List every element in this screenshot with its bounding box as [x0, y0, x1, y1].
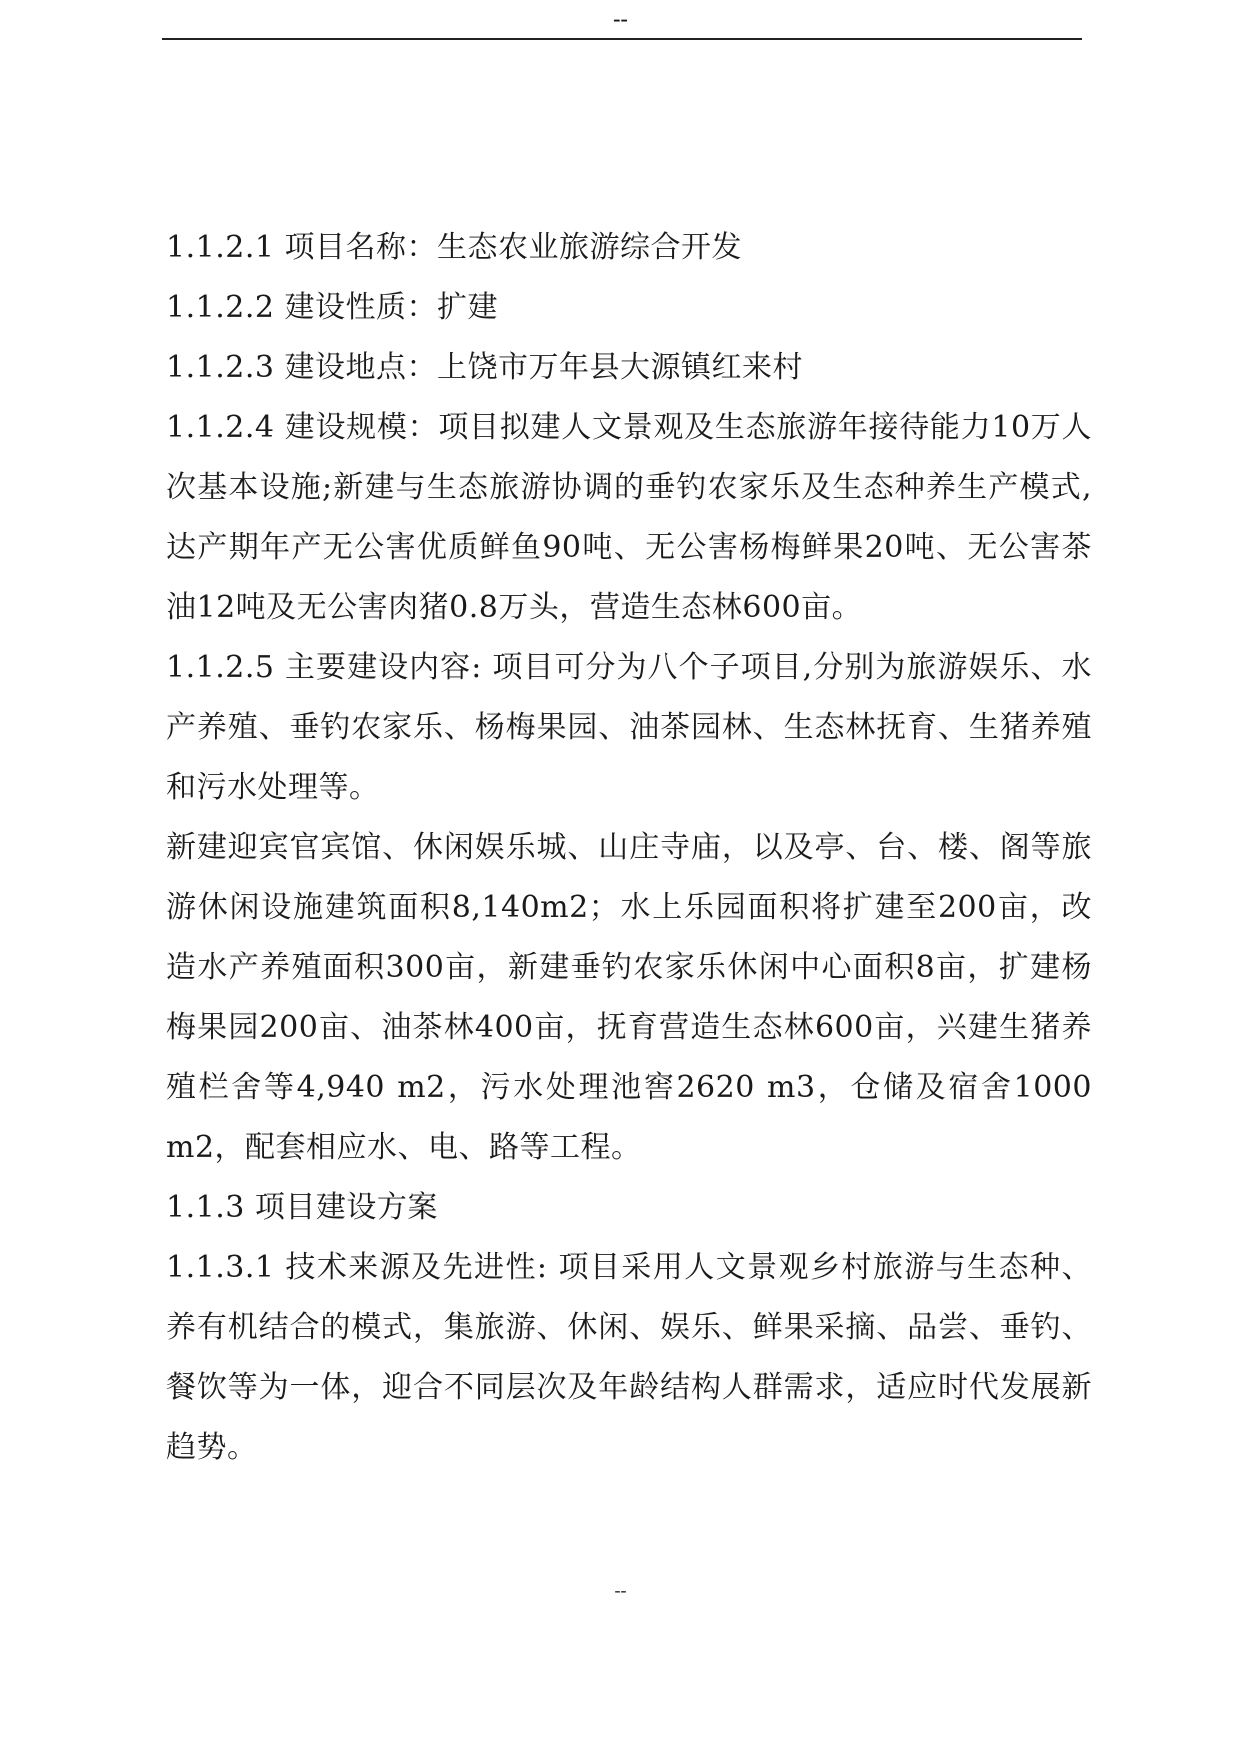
paragraph-technology-source: 1.1.3.1 技术来源及先进性: 项目采用人文景观乡村旅游与生态种、养有机结合的模式，集旅游、休闲、娱乐、鲜果采摘、品尝、垂钓、餐饮等为一体，迎合不同层次及年龄结构人群需求，适应时代发展新趋势。: [166, 1250, 1092, 1465]
section-heading-construction-plan: 1.1.3 项目建设方案: [166, 1190, 438, 1225]
document-body: [166, 218, 1092, 1478]
paragraph-new-facilities: 新建迎宾官宾馆、休闲娱乐城、山庄寺庙，以及亭、台、楼、阁等旅游休闲设施建筑面积8,140m2；水上乐园面积将扩建至200亩，改造水产养殖面积300亩，新建垂钓农家乐休闲中心面积8亩，扩建杨梅果园200亩、油茶林400亩，抚育营造生态林600亩，兴建生猪养殖栏舍等4,940 m2，污水处理池窖2620 m3，仓储及宿舍1000 m2，配套相应水、电、路等工程。: [166, 830, 1092, 1165]
header-mark: --: [613, 6, 628, 31]
footer-mark: --: [614, 1580, 627, 1600]
paragraph-project-name: 1.1.2.1 项目名称：生态农业旅游综合开发: [166, 230, 742, 265]
paragraph-construction-scale: 1.1.2.4 建设规模：项目拟建人文景观及生态旅游年接待能力10万人次基本设施;新建与生态旅游协调的垂钓农家乐及生态种养生产模式,达产期年产无公害优质鲜鱼90吨、无公害杨梅鲜果20吨、无公害茶油12吨及无公害肉猪0.8万头，营造生态林600亩。: [166, 410, 1092, 625]
paragraph-construction-nature: 1.1.2.2 建设性质：扩建: [166, 290, 498, 325]
header-rule: [162, 38, 1082, 40]
paragraph-construction-location: 1.1.2.3 建设地点：上饶市万年县大源镇红来村: [166, 350, 803, 385]
paragraph-main-content: 1.1.2.5 主要建设内容: 项目可分为八个子项目,分别为旅游娱乐、水产养殖、垂钓农家乐、杨梅果园、油茶园林、生态林抚育、生猪养殖和污水处理等。: [166, 650, 1092, 805]
